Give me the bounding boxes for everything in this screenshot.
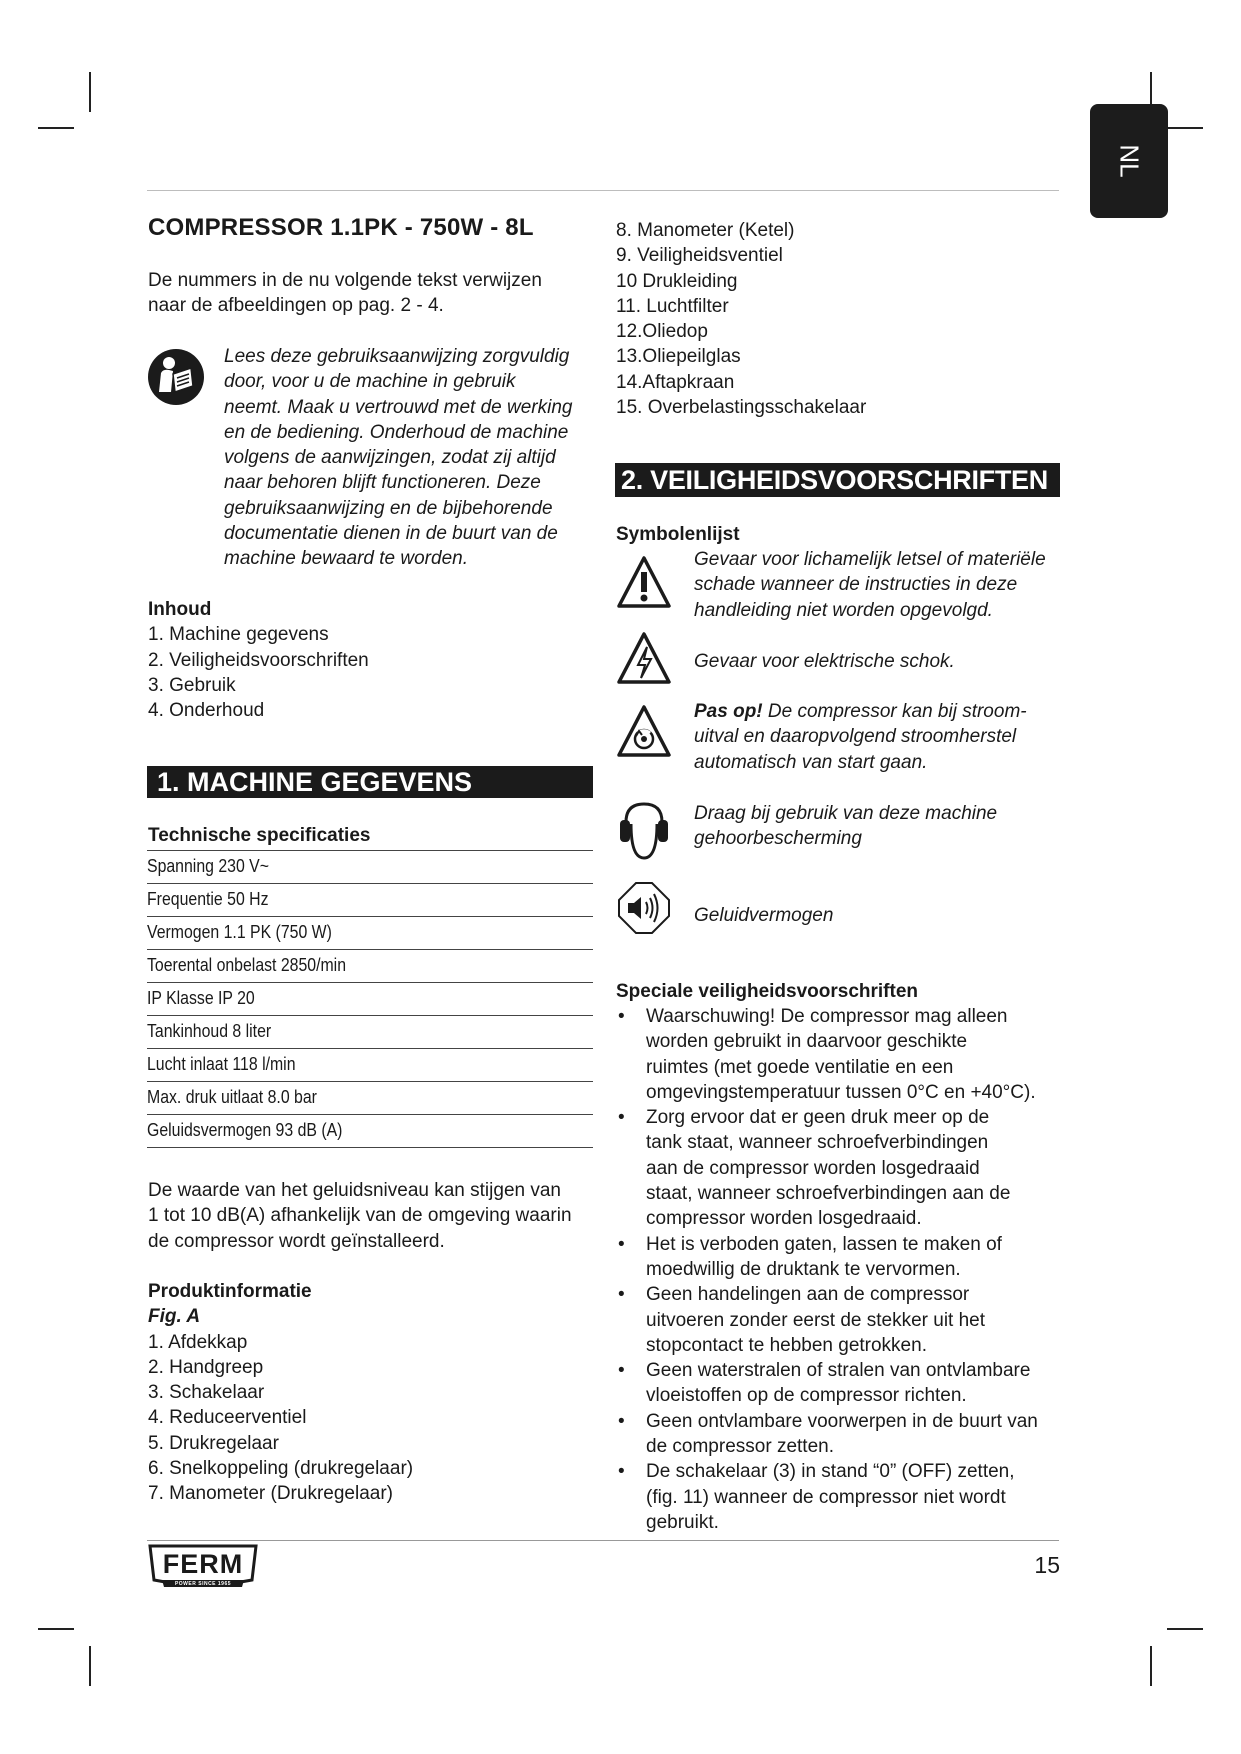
section-2-heading: 2. VEILIGHEIDSVOORSCHRIFTEN [615,463,1060,497]
list-item: • De schakelaar (3) in stand “0” (OFF) zetten, (fig. 11) wanneer de compressor niet wordt gebruikt. [616,1459,1076,1535]
list-item: 15. Overbelastingsschakelaar [616,397,867,419]
crop-mark [1167,1628,1203,1630]
table-row: IP Klasse IP 20 [147,983,593,1016]
list-item: 8. Manometer (Ketel) [616,220,795,241]
list-item: 3. Schakelaar [148,1382,265,1404]
list-item: 12.Oliedop [616,321,708,343]
symbol-text: Gevaar voor elektrische schok. [694,651,955,672]
list-item: • Geen handelingen aan de compressor uitvoeren zonder eerst de stekker uit het stopcontact te hebben getrokken. [616,1282,1076,1358]
list-item: 11. Luchtfilter [616,295,729,317]
crop-mark [38,127,74,129]
list-item: 1. Machine gegevens [148,624,329,646]
intro-text: De nummers in de nu volgende tekst verwijzen naar de afbeeldingen op pag. 2 - 4. [148,270,542,317]
spec-table [147,850,593,1148]
table-row: Lucht inlaat 118 l/min [147,1049,593,1082]
crop-mark [1150,1646,1152,1686]
page-number: 15 [1034,1552,1060,1578]
warning-triangle-icon [616,554,672,610]
table-row: Geluidsvermogen 93 dB (A) [147,1115,593,1148]
safety-rules [616,1004,1076,1535]
table-row: Vermogen 1.1 PK (750 W) [147,917,593,950]
list-item: • Geen ontvlambare voorwerpen in de buurt van de compressor zetten. [616,1409,1076,1460]
caution-label: Pas op! [694,701,763,722]
list-item: 2. Veiligheidsvoorschriften [148,649,369,671]
list-item: 4. Reduceerventiel [148,1407,307,1429]
list-item: 5. Drukregelaar [148,1432,279,1454]
document-title: COMPRESSOR 1.1PK - 750W - 8L [148,214,534,241]
language-tab-label: NL [1114,144,1145,178]
symbol-text: Draag bij gebruik van deze machine gehoorbescherming [694,803,998,850]
list-item: 3. Gebruik [148,674,236,696]
table-row: Frequentie 50 Hz [147,884,593,917]
symbol-text: Gevaar voor lichamelijk letsel of materiële schade wanneer de instructies in deze handleiding niet worden opgevolgd. [694,549,1046,621]
table-row: Spanning 230 V~ [147,851,593,884]
product-heading: Produktinformatie [148,1281,312,1302]
symbol-text: Geluidvermogen [694,905,834,926]
list-item: • Waarschuwing! De compressor mag alleen worden gebruikt in daarvoor geschikte ruimtes (met goede ventilatie en een omgevingstemperatuur tussen 0°C en +40°C). [616,1004,1076,1105]
list-item: 10 Drukleiding [616,270,738,292]
brand-name: FERM [162,1549,244,1579]
crop-mark [89,1646,91,1686]
read-manual-icon [147,348,205,406]
language-tab [1090,104,1168,218]
list-item: • Geen waterstralen of stralen van ontvlambare vloeistoffen op de compressor richten. [616,1358,1076,1409]
list-item: 7. Manometer (Drukregelaar) [148,1483,393,1505]
list-item: 14.Aftapkraan [616,371,735,393]
list-item: 1. Afdekkap [148,1331,248,1353]
fig-label: Fig. A [148,1306,201,1328]
header-rule [147,190,1059,191]
auto-start-icon [616,703,672,759]
ear-protection-icon [616,800,672,862]
crop-mark [38,1628,74,1630]
table-row: Tankinhoud 8 liter [147,1016,593,1049]
noise-note: De waarde van het geluidsniveau kan stijgen van 1 tot 10 dB(A) afhankelijk van de omgeving waarin de compressor wordt geïnstalleerd. [148,1180,572,1252]
list-item: 2. Handgreep [148,1356,264,1378]
table-row: Max. druk uitlaat 8.0 bar [147,1082,593,1115]
footer-rule [147,1540,1059,1541]
special-heading: Speciale veiligheidsvoorschriften [616,981,918,1002]
parts-list-continued [616,218,1056,420]
ferm-logo [148,1542,258,1592]
list-item: 4. Onderhoud [148,700,265,722]
list-item: • Zorg ervoor dat er geen druk meer op de tank staat, wanneer schroefverbindingen aan de compressor worden losgedraaid staat, wanneer schroefverbindingen aan de compressor worden losgedraaid. [616,1105,1076,1231]
contents-list [148,597,568,723]
crop-mark [89,72,91,112]
product-info [148,1279,588,1507]
list-item: 6. Snelkoppeling (drukregelaar) [148,1458,414,1480]
crop-mark [1167,127,1203,129]
list-item: 9. Veiligheidsventiel [616,245,783,267]
symbol-text: Pas op! De compressor kan bij stroom- uitval en daaropvolgend stroomherstel automatisch van start gaan. [694,701,1027,773]
spec-heading: Technische specificaties [148,825,371,846]
list-item: 13.Oliepeilglas [616,346,741,368]
section-1-heading: 1. MACHINE GEGEVENS [147,766,593,798]
contents-heading: Inhoud [148,599,212,620]
warning-note: Lees deze gebruiksaanwijzing zorgvuldig door, voor u de machine in gebruik neemt. Maak u vertrouwd met de werking en de bediening. Onderhoud de machine volgens de aanwijzingen, zodat zij altijd naar behoren blijft functioneren. Deze gebruiksaanwijzing en de bijbehorende documentatie dienen in de buurt van de machine bewaard te worden. [224,346,573,570]
brand-tagline: POWER SINCE 1965 [174,1581,232,1587]
table-row: Toerental onbelast 2850/min [147,950,593,983]
electric-shock-icon [616,630,672,686]
list-item: • Het is verboden gaten, lassen te maken of moedwillig de druktank te vervormen. [616,1232,1076,1283]
symbols-heading: Symbolenlijst [616,524,740,545]
sound-power-icon [616,880,672,936]
